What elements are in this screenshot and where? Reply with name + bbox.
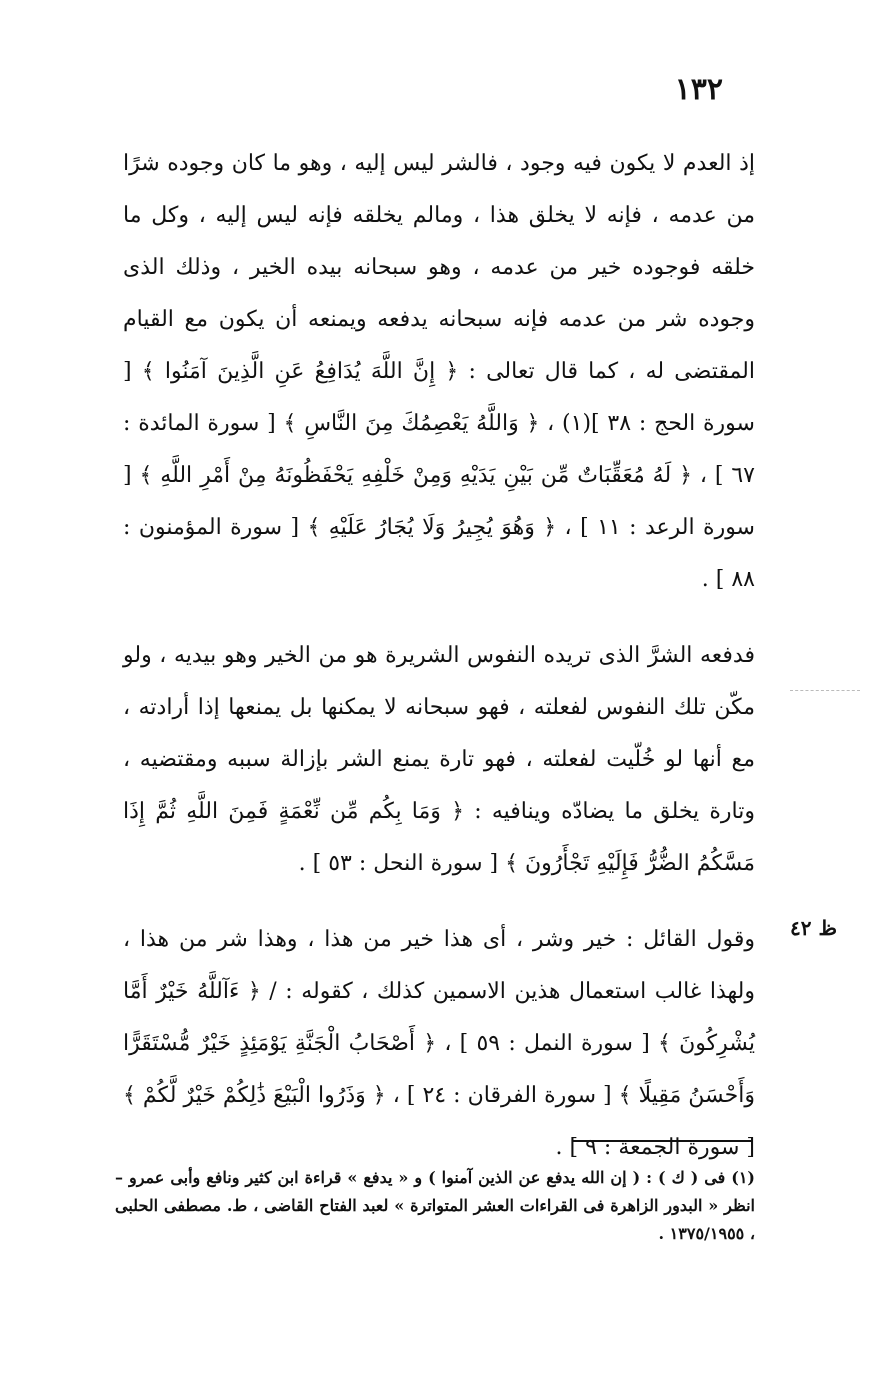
footnote: (١) فى ( ك ) : ( إن الله يدفع عن الذين آمنوا ) و « يدفع » قراءة ابن كثير ونافع وأبى عمرو – انظر « البدور الزاهرة فى القراءات العشر المتواترة » لعبد الفتاح القاضى ، ط. مصطفى الحلبى ، ١٣٧٥/١٩٥٥ . <box>115 1168 755 1243</box>
paragraph-2: فدفعه الشرَّ الذى تريده النفوس الشريرة هو من الخير وهو بيديه ، ولو مكّن تلك النفوس لفعلته ، فهو سبحانه لا يمكنها بل يمنعها إذا أرادته ، مع أنها لو خُلّيت لفعلته ، فهو تارة يمنع الشر بإزالة سببه ومقتضيه ، وتارة يخلق ما يضادّه وينافيه : ﴿ وَمَا بِكُم مِّن نِّعْمَةٍ فَمِنَ اللَّهِ ثُمَّ إِذَا مَسَّكُمُ الضُّرُّ فَإِلَيْهِ تَجْأَرُونَ ﴾ [ سورة النحل : ٥٣ ] . <box>123 643 755 876</box>
page-number: ١٣٢ <box>674 72 723 107</box>
paragraph-1: إذ العدم لا يكون فيه وجود ، فالشر ليس إليه ، وهو ما كان وجوده شرًا من عدمه ، فإنه لا يخلق هذا ، ومالم يخلقه فإنه ليس إليه ، وكل ما خلقه فوجوده خير من عدمه ، وهو سبحانه بيده الخير ، وذلك الذى وجوده شر من عدمه فإنه سبحانه يدفعه ويمنعه أن يكون مع القيام المقتضى له ، كما قال تعالى : ﴿ إِنَّ اللَّهَ يُدَافِعُ عَنِ الَّذِينَ آمَنُوا ﴾ [ سورة الحج : ٣٨ ](١) ، ﴿ وَاللَّهُ يَعْصِمُكَ مِنَ النَّاسِ ﴾ [ سورة المائدة : ٦٧ ] ، ﴿ لَهُ مُعَقِّبَاتٌ مِّن بَيْنِ يَدَيْهِ وَمِنْ خَلْفِهِ يَحْفَظُونَهُ مِنْ أَمْرِ اللَّهِ ﴾ [ سورة الرعد : ١١ ] ، ﴿ وَهُوَ يُجِيرُ وَلَا يُجَارُ عَلَيْهِ ﴾ [ سورة المؤمنون : ٨٨ ] . <box>123 151 755 592</box>
margin-mark <box>790 690 860 691</box>
footnote-divider <box>572 1140 752 1142</box>
paragraph-3: وقول القائل : خير وشر ، أى هذا خير من هذا ، وهذا شر من هذا ، ولهذا غالب استعمال هذين الاسمين كذلك ، كقوله : / ﴿ ءَآللَّهُ خَيْرٌ أَمَّا يُشْرِكُونَ ﴾ [ سورة النمل : ٥٩ ] ، ﴿ أَصْحَابُ الْجَنَّةِ يَوْمَئِذٍ خَيْرٌ مُّسْتَقَرًّا وَأَحْسَنُ مَقِيلًا ﴾ [ سورة الفرقان : ٢٤ ] ، ﴿ وَذَرُوا الْبَيْعَ ذَٰلِكُمْ خَيْرٌ لَّكُمْ ﴾ [ سورة الجمعة : ٩ ] . <box>123 927 755 1160</box>
body-text <box>123 138 755 1174</box>
margin-note: ظ ٤٢ <box>790 916 837 940</box>
